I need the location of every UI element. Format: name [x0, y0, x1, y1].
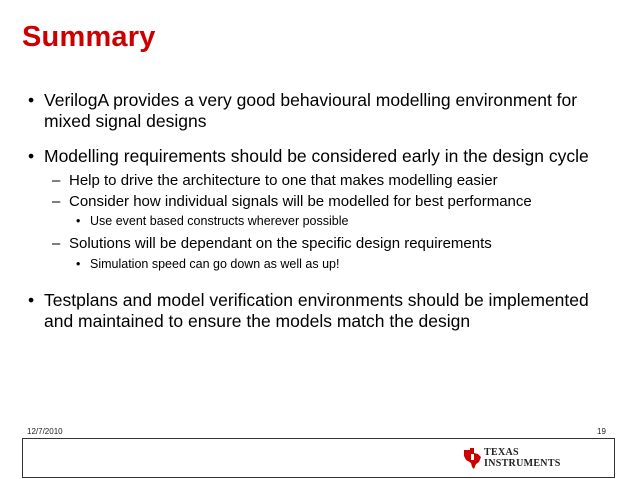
- bullet-text: Help to drive the architecture to one that makes modelling easier: [69, 172, 498, 189]
- bullet-text: Use event based constructs wherever possible: [90, 214, 349, 228]
- bullet-symbol: –: [52, 235, 61, 252]
- footer-date: 12/7/2010: [27, 427, 63, 436]
- ti-state-icon: [462, 447, 482, 471]
- ti-logo: [462, 446, 561, 472]
- bullet-symbol: •: [28, 90, 35, 110]
- bullet-symbol: •: [28, 146, 35, 166]
- bullet-symbol: –: [52, 172, 61, 189]
- bullet-text: Modelling requirements should be considered early in the design cycle: [44, 146, 589, 166]
- logo-line-2: INSTRUMENTS: [484, 458, 561, 469]
- page-number: 19: [597, 427, 606, 436]
- logo-line-1: TEXAS: [484, 447, 519, 458]
- bullet-text: VerilogA provides a very good behavioural modelling environment for: [44, 90, 578, 110]
- bullet-text: Simulation speed can go down as well as up!: [90, 257, 340, 271]
- bullet-symbol: –: [52, 193, 61, 210]
- bullet-symbol: •: [76, 214, 81, 228]
- bullet-symbol: •: [76, 257, 81, 271]
- bullet-text: and maintained to ensure the models match the design: [44, 311, 471, 331]
- bullet-text: Solutions will be dependant on the specific design requirements: [69, 235, 492, 252]
- bullet-text: Consider how individual signals will be modelled for best performance: [69, 193, 532, 210]
- bullet-text: Testplans and model verification environments should be implemented: [44, 290, 589, 310]
- ti-logo-text: [484, 447, 561, 469]
- slide-title: Summary: [22, 21, 156, 53]
- bullet-symbol: •: [28, 290, 35, 310]
- bullet-text: mixed signal designs: [44, 111, 207, 131]
